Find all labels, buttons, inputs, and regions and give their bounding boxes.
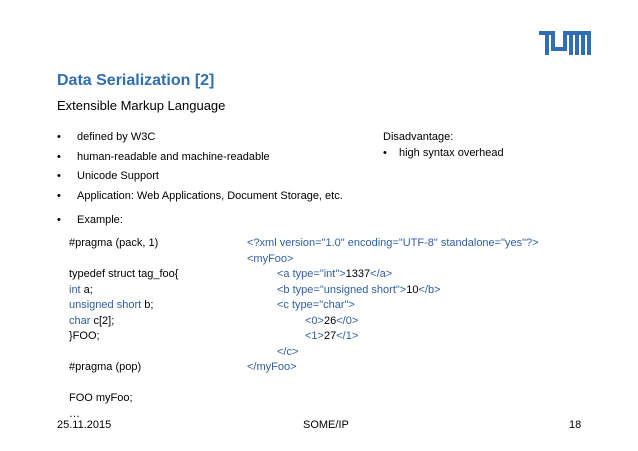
code-line: FOO myFoo;	[69, 392, 133, 404]
xml-line	[247, 329, 539, 345]
xml-tag: </a>	[370, 268, 393, 280]
disadvantage-item: high syntax overhead	[399, 147, 504, 159]
list-item: • human-readable and machine-readable	[57, 151, 343, 171]
disadvantage-heading: Disadvantage:	[383, 131, 454, 143]
example-label: • Example:	[57, 214, 123, 226]
xml-value: 10	[406, 283, 419, 296]
tum-logo	[539, 31, 591, 55]
xml-line: </myFoo>	[247, 361, 297, 373]
code-line	[69, 314, 178, 330]
code-line: typedef struct tag_foo{	[69, 268, 179, 280]
xml-line	[247, 345, 539, 361]
xml-tag: </b>	[418, 283, 441, 296]
xml-tag: <0>	[305, 314, 324, 327]
xml-value: 1337	[345, 268, 371, 280]
xml-line	[247, 314, 539, 330]
code-line	[69, 376, 178, 392]
xml-tag: </c>	[277, 345, 299, 358]
xml-tag: <c type="char">	[277, 299, 355, 311]
xml-declaration: <?xml version="1.0" encoding="UTF-8" standalone="yes"?>	[247, 237, 539, 249]
code-line: …	[69, 407, 80, 420]
slide-title: Data Serialization [2]	[57, 72, 215, 89]
xml-tag: <b type="unsigned short">	[277, 283, 407, 296]
keyword: int	[69, 283, 81, 296]
keyword: unsigned short	[69, 299, 142, 311]
xml-value: 27	[323, 330, 337, 342]
list-item: • high syntax overhead	[383, 147, 504, 159]
xml-line	[247, 267, 539, 283]
list-item: • Unicode Support	[57, 170, 343, 190]
code-line: #pragma (pack, 1)	[69, 237, 159, 249]
xml-line: <myFoo>	[247, 252, 294, 265]
xml-value: 26	[323, 314, 337, 327]
xml-tag: </1>	[336, 330, 359, 342]
xml-tag: </0>	[336, 314, 359, 327]
list-item: • Application: Web Applications, Document Storage, etc.	[57, 190, 343, 210]
code-line	[69, 298, 178, 314]
code-line: #pragma (pop)	[69, 361, 142, 373]
xml-tag: <1>	[305, 330, 324, 342]
code-text: a;	[80, 283, 93, 296]
code-line	[69, 283, 178, 299]
xml-tag: <a type="int">	[277, 268, 346, 280]
code-line: }FOO;	[69, 330, 100, 342]
page-number: 18	[569, 419, 582, 431]
footer-date: 25.11.2015	[57, 419, 112, 431]
code-line	[69, 252, 178, 268]
code-text: b;	[141, 299, 154, 311]
xml-line	[247, 283, 539, 299]
feature-list	[57, 131, 343, 209]
example-label-text: Example:	[77, 214, 123, 226]
xml-line	[247, 298, 539, 314]
keyword: char	[69, 314, 91, 327]
list-item: • defined by W3C	[57, 131, 343, 151]
code-line	[69, 345, 178, 361]
c-code-block	[69, 236, 178, 422]
slide-subtitle: Extensible Markup Language	[57, 98, 226, 113]
footer-title: SOME/IP	[303, 419, 349, 431]
code-text: c[2];	[90, 314, 115, 327]
disadvantage-box	[383, 131, 504, 159]
xml-code-block	[247, 236, 539, 376]
